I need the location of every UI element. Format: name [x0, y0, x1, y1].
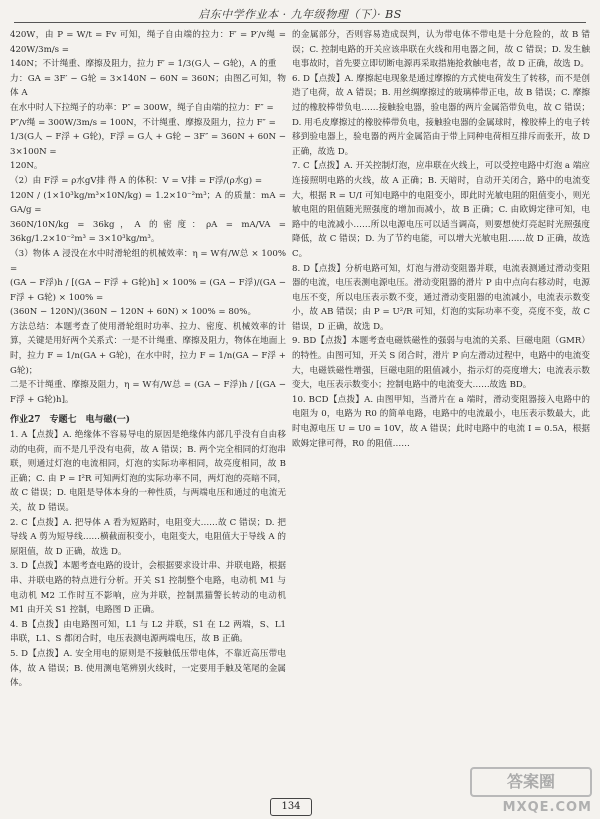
watermark-url: MXQE.COM — [502, 800, 592, 815]
answer-9: 9. BD【点拨】本题考查电磁铁磁性的强弱与电流的关系、巨磁电阻（GMR）的特性。由图可知，开关 S 闭合时，滑片 P 向左滑动过程中，电路中的电流变大，电磁铁磁性增强，巨磁电阻的阻值减小，指示灯的亮度增大；电流表示数变大，电压表示数变小；控制电路中的电流变大……故选 BD。 — [292, 336, 590, 391]
page-header: 启东中学作业本 · 九年级物理（下）· BS — [198, 8, 402, 21]
left-paragraph: 1/3(G人 − F浮 + G轮)，F浮 = G人 + G轮 − 3F″ = 360N + 60N − 3×100N = — [10, 132, 286, 157]
answer-1: 1. A【点拨】A. 绝缘体不容易导电的原因是绝缘体内部几乎没有自由移动的电荷，而不是几乎没有电荷，故 A 错误；B. 两个完全相同的灯泡串联，则通过灯泡的电流相同，灯泡的实际功率相同，故亮度相同，故 B 正确；C. 由 P = I²R 可知两灯泡的实际功率不同，两灯泡的亮暗不同，故 C 错误；D. 电阻是导体本身的一种性质，与两端电压和通过的电流无关，故 D 错误。 — [10, 430, 286, 513]
left-paragraph: （2）由 F浮 = ρ水gV排 得 A 的体积：V = V排 = F浮/(ρ水g) = — [10, 175, 263, 186]
answer-8: 8. D【点拨】分析电路可知，灯泡与滑动变阻器并联，电流表测通过滑动变阻器的电流，电压表测电源电压。滑动变阻器的滑片 P 由中点向右移动时，电源电压不变，所以电压表示数不变，通过滑动变阻器的电流减小，电流表示数变小，故 AB 错误；由 P = U²/R 可知，灯泡的实际功率不变，亮度不变，故 C 错误，D 正确，故选 D。 — [292, 263, 590, 332]
left-paragraph: (GA − F浮)h / [(GA − F浮 + G轮)h] × 100% = (GA − F浮)/(GA − F浮 + G轮) × 100% = — [10, 278, 286, 303]
left-paragraph: 420W，由 P = W/t = Fv 可知，绳子自由端的拉力：F′ = P′/v绳 = 420W/3m/s = — [10, 30, 286, 55]
left-paragraph: P″/v绳 = 300W/3m/s = 100N，不计绳重、摩擦及阻力，拉力 F″ = — [10, 117, 276, 128]
section-heading: 作业27 专题七 电与磁(一) — [10, 415, 131, 426]
left-paragraph: 120N / (1×10³kg/m³×10N/kg) = 1.2×10⁻²m³；A 的质量：mA = GA/g = — [10, 190, 286, 216]
left-paragraph: 在水中时人下拉绳子的功率：P″ = 300W，绳子自由端的拉力：F″ = — [10, 102, 274, 113]
left-paragraph: 360N/10N/kg = 36kg，A 的密度：ρA = mA/VA = 36kg/1.2×10⁻²m³ = 3×10³kg/m³。 — [10, 219, 286, 245]
answer-2: 2. C【点拨】A. 把导体 A 看为短路时，电阻变大……故 C 错误；D. 把导线 A 剪为短导线……横截面积变小，电阻变大，电阻值大于导线 A 的原阻值，故 D 正确，故选 D。 — [10, 517, 286, 557]
answer-4: 4. B【点拨】由电路图可知，L1 与 L2 并联，S1 在 L2 两端，S、L1 串联，L1、S 都闭合时，电压表测电源两端电压，故 B 正确。 — [10, 619, 286, 645]
answer-6: 6. D【点拨】A. 摩擦起电现象是通过摩擦的方式使电荷发生了转移，而不是创造了电荷，故 A 错误；B. 用丝绸摩擦过的玻璃棒带正电，故 B 错误；C. 摩擦过的橡胶棒带负电……接触验电器，验电器的两片金属箔带负电，故 C 错误；D. 用毛皮摩擦过的橡胶棒带负电，接触验电器的金属球时，橡胶棒上的电子转移到验电器上，验电器的两片金属箔由于带上同种电荷相互排斥而张开，故 D 正确，故选 D。 — [292, 73, 590, 157]
method-summary-cont: 二是不计绳重、摩擦及阻力，η = W有/W总 = (GA − F浮)h / [(GA − F浮 + G轮)h]。 — [10, 380, 286, 405]
answer-5-cont: 的金属部分，否则容易造成误判，认为带电体不带电是十分危险的，故 B 错误；C. 控制电路的开关应该串联在火线和用电器之间，故 C 错误；D. 发生触电事故时，首先要立即切断电源再采取措施抢救触电者，故 D 正确，故选 D。 — [292, 30, 590, 70]
method-summary: 方法总结：本题考查了使用滑轮组时功率、拉力、密度、机械效率的计算，关键是用好两个关系式：一是不计绳重、摩擦及阻力，物体在地面上时，拉力 F = 1/n(GA + G轮)，在水中时，拉力 F = 1/n(GA − F浮 + G轮)； — [10, 321, 286, 376]
left-paragraph: （3）物体 A 浸没在水中时滑轮组的机械效率：η = W有/W总 × 100% = — [10, 248, 286, 274]
watermark-stamp: 答案圈 — [470, 767, 592, 797]
answer-5: 5. D【点拨】A. 安全用电的原则是不接触低压带电体，不靠近高压带电体，故 A 错误；B. 使用测电笔辨别火线时，一定要用手触及笔尾的金属体。 — [10, 648, 286, 689]
right-column — [292, 28, 590, 451]
answer-10: 10. BCD【点拨】A. 由图甲知，当滑片在 a 端时，滑动变阻器接入电路中的电阻为 0，电路为 R0 的简单电路，电路中的电流最小，电压表示数最大，此时电源电压 U = U0 = 10V，故 A 错误；此时电路中的电流 I = 0.5A，根据欧姆定律可得，R0 的阻值…… — [292, 394, 590, 449]
left-paragraph: (360N − 120N)/(360N − 120N + 60N) × 100% = 80%。 — [10, 307, 257, 318]
page-number: 134 — [270, 798, 312, 816]
answer-7: 7. C【点拨】A. 开关控制灯泡，应串联在火线上，可以受控电路中灯泡 a 端应连接照明电路的火线，故 A 正确；B. 天暗时，自动开关闭合，路中的电流变大，根据 R = U/I 可知电路中的电阻变小，即此时光敏电阻的阻值变小，则光敏电阻的阻值随光照强度的增加而减小，故 B 正确；C. 由欧姆定律可知，电路中的电流减小……所以电源电压可以适当调高，则要想使灯亮起时光照强度降低，故 C 错误；D. 为了节约电能，可以增大光敏电阻……故 D 正确，故选 C。 — [292, 161, 590, 259]
header-divider — [14, 22, 586, 23]
left-paragraph: 140N；不计绳重、摩擦及阻力，拉力 F′ = 1/3(G人 − G轮)，A 的重 — [10, 59, 277, 70]
left-paragraph: 力：GA = 3F′ − G轮 = 3×140N − 60N = 360N；由图乙可知，物体 A — [10, 73, 286, 99]
left-column — [10, 28, 286, 691]
left-paragraph: 120N。 — [10, 161, 43, 172]
answer-3: 3. D【点拨】本题考查电路的设计，会根据要求设计串、并联电路，根据串、并联电路的特点进行分析。开关 S1 控制整个电路，电动机 M1 与电动机 M2 工作时互不影响，应为并联，控制黑猫警长转动的电动机 M1 由开关 S1 控制，电路图 D 正确。 — [10, 561, 286, 616]
